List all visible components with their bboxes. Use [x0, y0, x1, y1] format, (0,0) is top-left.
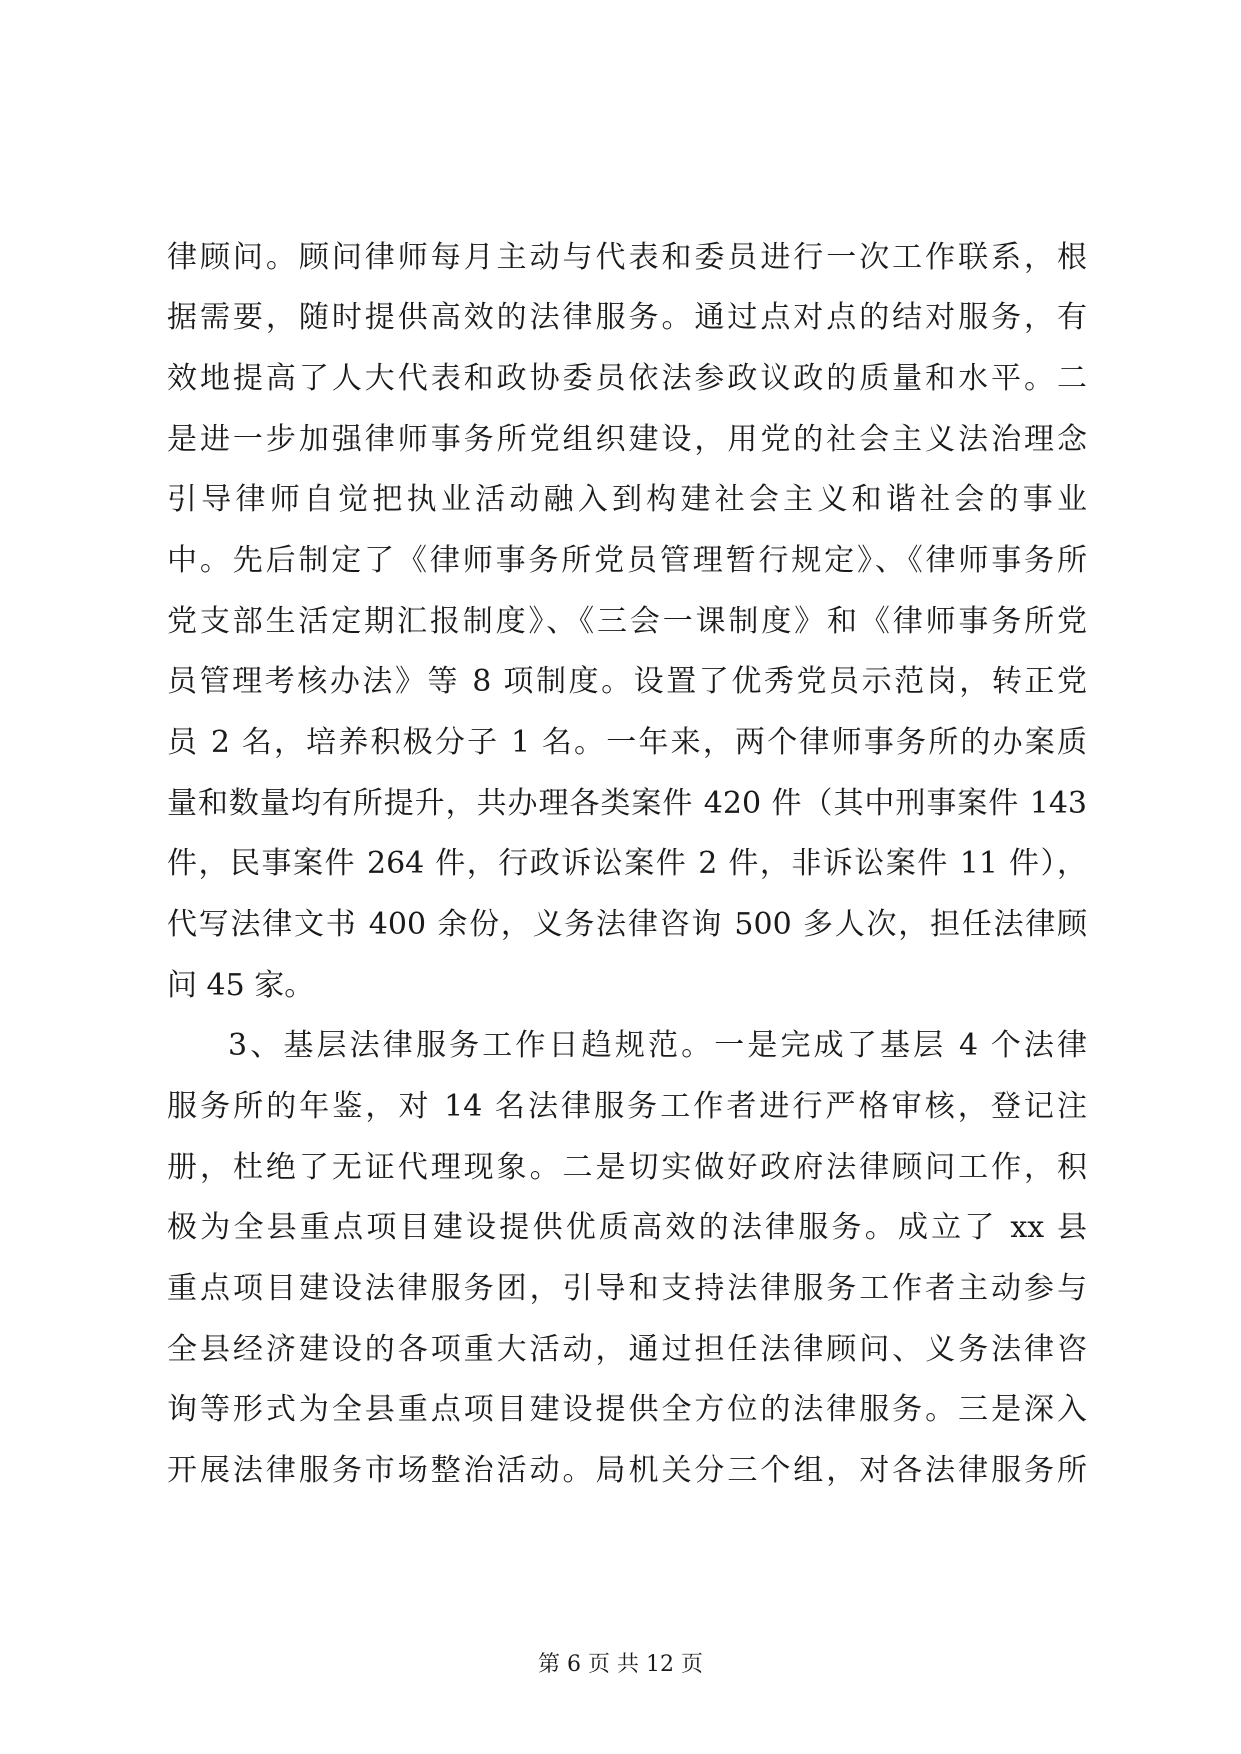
- body-line: 党支部生活定期汇报制度》、《三会一课制度》和《律师事务所党: [167, 604, 1087, 639]
- body-line: 量和数量均有所提升，共办理各类案件 420 件（其中刑事案件 143: [167, 786, 1087, 821]
- body-line: 效地提高了人大代表和政协委员依法参政议政的质量和水平。二: [167, 361, 1087, 396]
- body-line: 据需要，随时提供高效的法律服务。通过点对点的结对服务，有: [167, 300, 1087, 335]
- body-line: 律顾问。顾问律师每月主动与代表和委员进行一次工作联系，根: [167, 240, 1087, 275]
- body-line: 问 45 家。: [167, 968, 315, 1003]
- body-line: 开展法律服务市场整治活动。局机关分三个组，对各法律服务所: [167, 1453, 1087, 1488]
- page-footer: 第 6 页 共 12 页: [538, 1652, 703, 1677]
- body-line: 是进一步加强律师事务所党组织建设，用党的社会主义法治理念: [167, 422, 1087, 457]
- body-line: 重点项目建设法律服务团，引导和支持法律服务工作者主动参与: [167, 1271, 1087, 1306]
- body-line: 代写法律文书 400 余份，义务法律咨询 500 多人次，担任法律顾: [167, 907, 1087, 942]
- body-line: 中。先后制定了《律师事务所党员管理暂行规定》、《律师事务所: [167, 543, 1087, 578]
- body-line: 册，杜绝了无证代理现象。二是切实做好政府法律顾问工作，积: [167, 1150, 1087, 1185]
- body-line: 极为全县重点项目建设提供优质高效的法律服务。成立了 xx 县: [167, 1210, 1087, 1245]
- body-line: 询等形式为全县重点项目建设提供全方位的法律服务。三是深入: [167, 1392, 1087, 1427]
- paragraph-first-line: 3、基层法律服务工作日趋规范。一是完成了基层 4 个法律: [228, 1028, 1087, 1063]
- body-line: 件，民事案件 264 件，行政诉讼案件 2 件，非诉讼案件 11 件），: [167, 846, 1087, 881]
- body-line: 员管理考核办法》等 8 项制度。设置了优秀党员示范岗，转正党: [167, 664, 1087, 699]
- body-line: 全县经济建设的各项重大活动，通过担任法律顾问、义务法律咨: [167, 1332, 1087, 1367]
- body-line: 员 2 名，培养积极分子 1 名。一年来，两个律师事务所的办案质: [167, 725, 1087, 760]
- body-line: 服务所的年鉴，对 14 名法律服务工作者进行严格审核，登记注: [167, 1089, 1087, 1124]
- body-line: 引导律师自觉把执业活动融入到构建社会主义和谐社会的事业: [167, 482, 1087, 517]
